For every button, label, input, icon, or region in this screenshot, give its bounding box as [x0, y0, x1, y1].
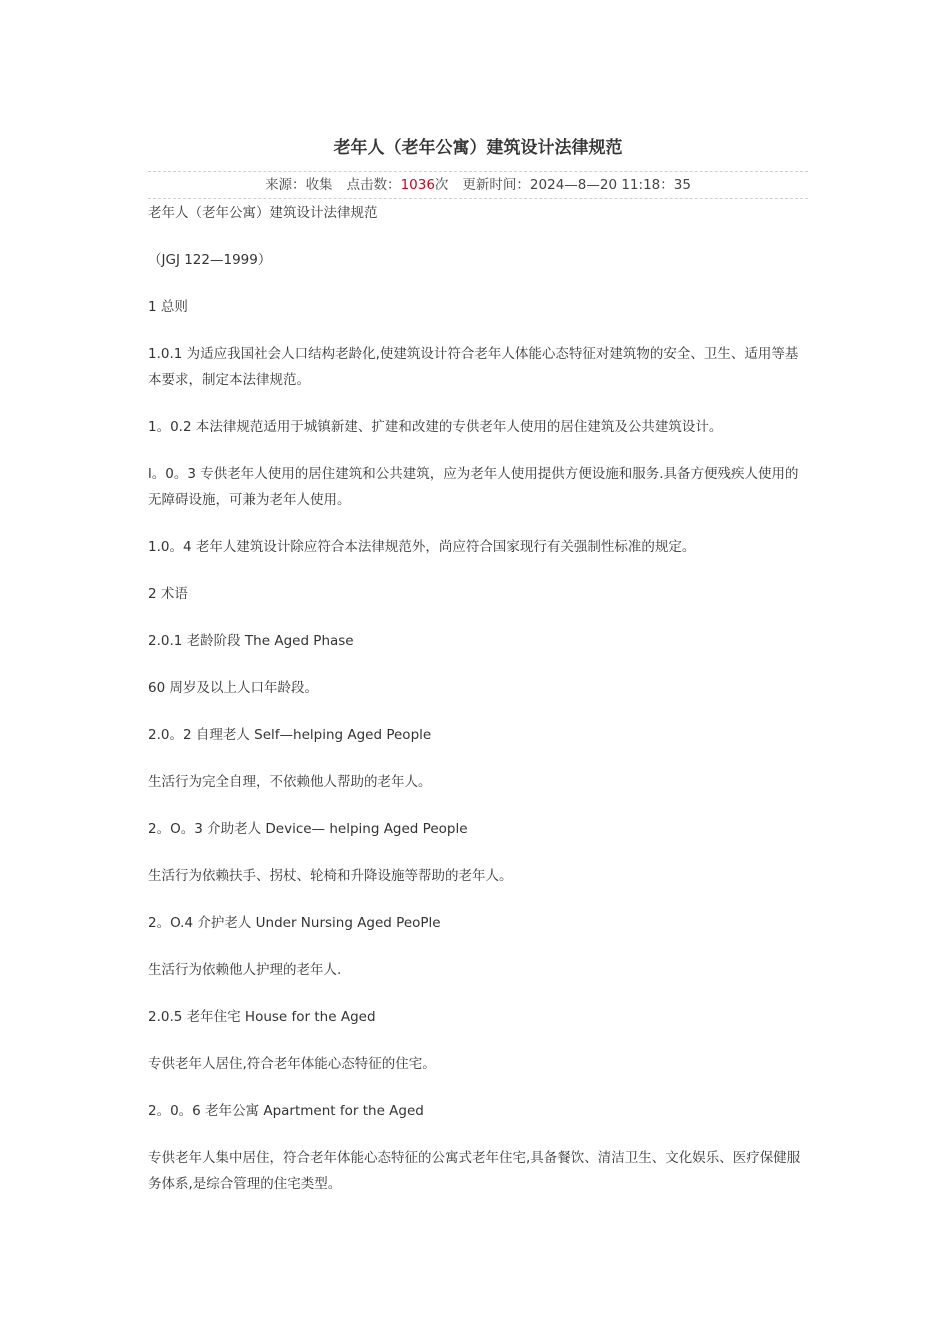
paragraph-1-0-1: 1.0.1 为适应我国社会人口结构老龄化,使建筑设计符合老年人体能心态特征对建筑物的安全、卫生、适用等基本要求，制定本法律规范。 [148, 346, 799, 388]
term-2-0-2: 2.0。2 自理老人 Self—helping Aged People [148, 727, 432, 743]
source-value: 收集 [305, 177, 333, 193]
term-2-0-3: 2。O。3 介助老人 Device— helping Aged People [148, 821, 468, 837]
hits-count: 1036 [400, 177, 435, 193]
top-divider [148, 171, 808, 172]
paragraph-doc-title: 老年人（老年公寓）建筑设计法律规范 [148, 205, 378, 221]
paragraph-1-0-4: 1.0。4 老年人建筑设计除应符合本法律规范外，尚应符合国家现行有关强制性标准的规定。 [148, 539, 696, 555]
section-heading-terms: 2 术语 [148, 586, 188, 602]
term-2-0-4: 2。O.4 介护老人 Under Nursing Aged PeoPle [148, 915, 441, 931]
term-2-0-1-definition: 60 周岁及以上人口年龄段。 [148, 680, 318, 696]
term-2-0-1: 2.0.1 老龄阶段 The Aged Phase [148, 633, 354, 649]
source-label: 来源： [265, 177, 306, 193]
page-title: 老年人（老年公寓）建筑设计法律规范 [333, 138, 623, 158]
term-2-0-6-definition: 专供老年人集中居住，符合老年体能心态特征的公寓式老年住宅,具备餐饮、清洁卫生、文化娱乐、医疗保健服务体系,是综合管理的住宅类型。 [148, 1150, 801, 1192]
bottom-divider [148, 198, 808, 199]
section-heading-general: 1 总则 [148, 299, 188, 315]
term-2-0-6: 2。0。6 老年公寓 Apartment for the Aged [148, 1103, 424, 1119]
article-meta [148, 176, 808, 194]
updated-label: 更新时间： [462, 177, 530, 193]
term-2-0-5-definition: 专供老年人居住,符合老年体能心态特征的住宅。 [148, 1056, 436, 1072]
paragraph-1-0-2: 1。0.2 本法律规范适用于城镇新建、扩建和改建的专供老年人使用的居住建筑及公共建筑设计。 [148, 419, 723, 435]
term-2-0-4-definition: 生活行为依赖他人护理的老年人. [148, 962, 342, 978]
article-body [148, 200, 808, 1218]
term-2-0-5: 2.0.5 老年住宅 House for the Aged [148, 1009, 376, 1025]
paragraph-1-0-3: l。0。3 专供老年人使用的居住建筑和公共建筑，应为老年人使用提供方便设施和服务.具备方便残疾人使用的无障碍设施，可兼为老年人使用。 [148, 466, 799, 508]
term-2-0-3-definition: 生活行为依赖扶手、拐杖、轮椅和升降设施等帮助的老年人。 [148, 868, 513, 884]
paragraph-standard-code: （JGJ 122—1999） [148, 252, 272, 268]
updated-value: 2024—8—20 11:18：35 [529, 177, 691, 193]
hits-label: 点击数： [346, 177, 401, 193]
hits-unit: 次 [434, 177, 449, 193]
term-2-0-2-definition: 生活行为完全自理，不依赖他人帮助的老年人。 [148, 774, 432, 790]
